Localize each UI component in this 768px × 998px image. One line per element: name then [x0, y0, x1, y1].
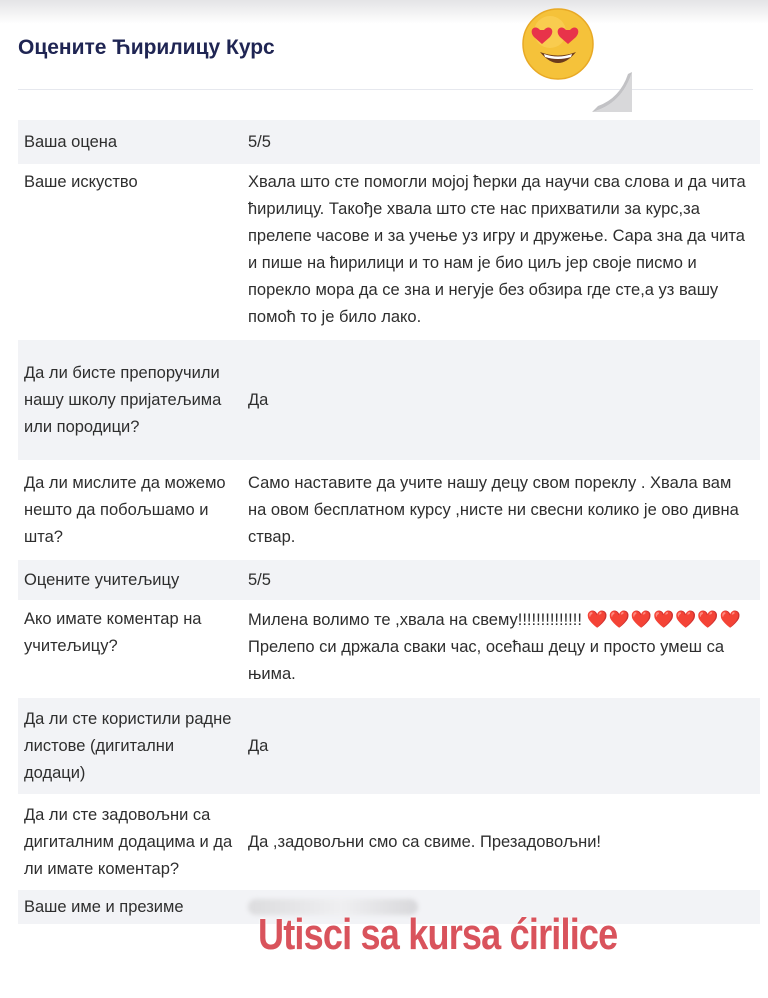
- page-title: Оцените Ћирилицу Курс: [18, 36, 275, 59]
- form-row-recommend: [18, 340, 760, 460]
- top-shadow-band: [0, 0, 768, 24]
- field-label: Да ли сте користили радне листове (дигитални додаци): [24, 709, 232, 782]
- field-value: Само наставите да учите нашу децу свом пореклу . Хвала вам на овом бесплатном курсу ,нисте ни свесни колико је ово дивна ствар.: [248, 473, 739, 546]
- field-value: Да ,задовољни смо са свиме. Презадовољни!: [248, 832, 601, 851]
- form-row-experience: [18, 164, 760, 340]
- comment-text: Милена волимо те ,хвала на свему!!!!!!!!!!!!!!: [248, 611, 582, 629]
- field-label: Да ли сте задовољни са дигиталним додацима и да ли имате коментар?: [24, 805, 233, 878]
- field-value: 5/5: [248, 570, 271, 589]
- page-curl-decoration: [592, 72, 632, 112]
- review-form: [18, 120, 760, 924]
- field-value: Хвала што сте помогли мојој ћерки да научи сва слова и да чита ћирилицу. Такође хвала што сте нас прихватили за курс,за прелепе часове и за учење уз игру и дружење. Сара зна да чита и пише на ћирилици и то нам је био циљ јер своје писмо и порекло мора да се зна и негује без обзира где сте,а уз вашу помоћ то је било лако.: [248, 173, 746, 326]
- field-value: 5/5: [248, 132, 271, 151]
- form-row-digital-satisfaction: [18, 794, 760, 890]
- heart-eyes-emoji-icon: [520, 6, 596, 82]
- field-value: Да: [248, 390, 269, 409]
- field-label: Оцените учитељицу: [24, 570, 180, 589]
- form-row-teacher-comment: [18, 600, 760, 698]
- comment-text-continued: Прелепо си држала сваки час, осећаш децу и просто умеш са њима.: [248, 638, 725, 683]
- field-value: Да: [248, 736, 269, 755]
- field-label: Да ли мислите да можемо нешто да побољшамо и шта?: [24, 473, 226, 546]
- field-value: [248, 606, 760, 688]
- title-divider: [18, 89, 753, 90]
- form-row-rating: [18, 120, 760, 164]
- red-hearts-icon: ❤️❤️❤️❤️❤️❤️❤️: [586, 610, 742, 629]
- form-row-worksheets: [18, 698, 760, 794]
- field-label: Ако имате коментар на учитељицу?: [24, 610, 202, 655]
- field-label: Да ли бисте препоручили нашу школу пријатељима или породици?: [24, 363, 222, 436]
- field-label: Ваше искуство: [24, 173, 138, 191]
- watermark-caption: Utisci sa kursa ćirilice: [258, 910, 618, 959]
- field-label: Ваша оцена: [24, 132, 118, 151]
- field-label: Ваше име и презиме: [24, 897, 184, 916]
- form-row-teacher-rating: [18, 560, 760, 600]
- form-row-improve: [18, 460, 760, 560]
